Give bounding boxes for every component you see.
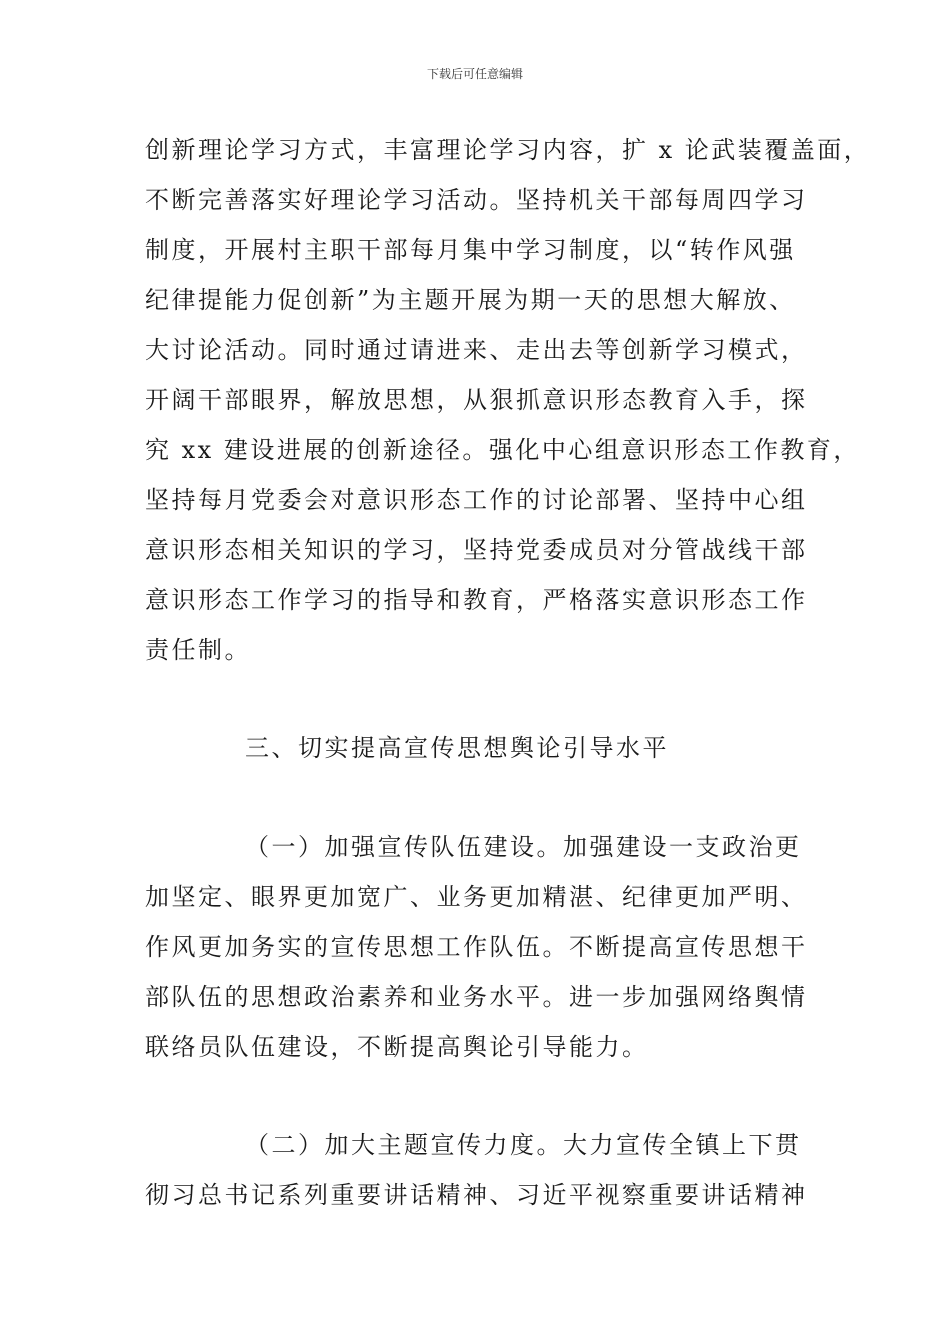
para1-line-3: 制度，开展村主职干部每月集中学习制度，以“转作风强	[145, 236, 796, 264]
para2-line-4: 部队伍的思想政治素养和业务水平。进一步加强网络舆情	[145, 983, 808, 1011]
section-heading: 三、切实提高宣传思想舆论引导水平	[245, 734, 669, 762]
para1-line-1: 创新理论学习方式，丰富理论学习内容，扩 x 论武装覆盖面，	[145, 136, 871, 164]
para3-line-1: （二）加大主题宣传力度。大力宣传全镇上下贯	[245, 1131, 802, 1159]
para1-line-7: 究 xx 建设进展的创新途径。强化中心组意识形态工作教育，	[145, 436, 860, 464]
para1-line-11: 责任制。	[145, 636, 251, 664]
para1-line-4: 纪律提能力促创新”为主题开展为期一天的思想大解放、	[145, 286, 796, 314]
para1-line-9: 意识形态相关知识的学习，坚持党委成员对分管战线干部	[145, 536, 808, 564]
para1-line-2: 不断完善落实好理论学习活动。坚持机关干部每周四学习	[145, 186, 808, 214]
para2-line-1: （一）加强宣传队伍建设。加强建设一支政治更	[245, 833, 802, 861]
para1-line-10: 意识形态工作学习的指导和教育，严格落实意识形态工作	[145, 586, 808, 614]
para2-line-5: 联络员队伍建设，不断提高舆论引导能力。	[145, 1033, 649, 1061]
para1-line-8: 坚持每月党委会对意识形态工作的讨论部署、坚持中心组	[145, 486, 808, 514]
para3-line-2: 彻习总书记系列重要讲话精神、习近平视察重要讲话精神	[145, 1181, 808, 1209]
para2-line-2: 加坚定、眼界更加宽广、业务更加精湛、纪律更加严明、	[145, 883, 808, 911]
para1-line-6: 开阔干部眼界，解放思想，从狠抓意识形态教育入手，探	[145, 386, 808, 414]
para1-line-5: 大讨论活动。同时通过请进来、走出去等创新学习模式，	[145, 336, 808, 364]
para2-line-3: 作风更加务实的宣传思想工作队伍。不断提高宣传思想干	[145, 933, 808, 961]
page-header: 下载后可任意编辑	[426, 67, 523, 81]
